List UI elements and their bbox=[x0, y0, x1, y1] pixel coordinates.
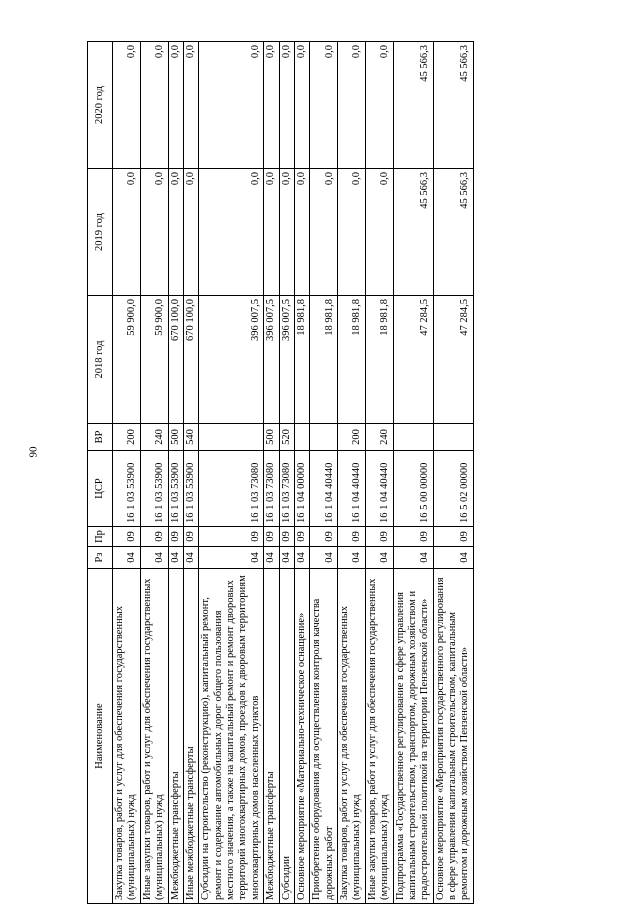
cell-2019: 0,0 bbox=[140, 169, 168, 296]
cell-pr: 09 bbox=[183, 527, 198, 547]
cell-rz: 04 bbox=[140, 547, 168, 569]
table-rotated-frame bbox=[87, 42, 535, 904]
cell-vr bbox=[199, 424, 264, 451]
cell-2020: 0,0 bbox=[140, 42, 168, 169]
table-row bbox=[113, 42, 141, 904]
cell-csr: 16 5 00 00000 bbox=[393, 451, 433, 527]
cell-name: Иные межбюджетные трансферты bbox=[183, 569, 198, 904]
cell-rz: 04 bbox=[310, 547, 338, 569]
cell-rz: 04 bbox=[393, 547, 433, 569]
cell-pr: 09 bbox=[310, 527, 338, 547]
cell-csr: 16 1 03 73080 bbox=[279, 451, 294, 527]
cell-2020: 45 566,3 bbox=[433, 42, 473, 169]
cell-vr: 240 bbox=[140, 424, 168, 451]
cell-2020: 45 566,3 bbox=[393, 42, 433, 169]
cell-csr: 16 1 04 40440 bbox=[310, 451, 338, 527]
cell-2018: 670 100,0 bbox=[183, 296, 198, 424]
cell-pr: 09 bbox=[433, 527, 473, 547]
cell-2018: 396 007,5 bbox=[279, 296, 294, 424]
table-row bbox=[365, 42, 393, 904]
cell-2018: 18 981,8 bbox=[365, 296, 393, 424]
header-pr: Пр bbox=[88, 527, 113, 547]
cell-rz: 04 bbox=[168, 547, 183, 569]
cell-2018: 18 981,8 bbox=[294, 296, 309, 424]
header-name: Наименование bbox=[88, 569, 113, 904]
cell-2018: 18 981,8 bbox=[338, 296, 366, 424]
cell-vr bbox=[393, 424, 433, 451]
cell-name: Межбюджетные трансферты bbox=[168, 569, 183, 904]
cell-vr bbox=[310, 424, 338, 451]
cell-2019: 0,0 bbox=[365, 169, 393, 296]
cell-2020: 0,0 bbox=[183, 42, 198, 169]
cell-csr: 16 5 02 00000 bbox=[433, 451, 473, 527]
cell-2020: 0,0 bbox=[279, 42, 294, 169]
cell-vr: 500 bbox=[168, 424, 183, 451]
table-row bbox=[294, 42, 309, 904]
cell-name: Иные закупки товаров, работ и услуг для обеспечения государственных (муниципальных) нужд bbox=[365, 569, 393, 904]
cell-name: Субсидии bbox=[279, 569, 294, 904]
header-vr: ВР bbox=[88, 424, 113, 451]
cell-csr: 16 1 04 00000 bbox=[294, 451, 309, 527]
cell-pr: 09 bbox=[140, 527, 168, 547]
cell-2020: 0,0 bbox=[168, 42, 183, 169]
cell-csr: 16 1 03 53900 bbox=[113, 451, 141, 527]
cell-2020: 0,0 bbox=[264, 42, 279, 169]
header-2020: 2020 год bbox=[88, 42, 113, 169]
cell-2020: 0,0 bbox=[113, 42, 141, 169]
cell-rz: 04 bbox=[264, 547, 279, 569]
cell-csr: 16 1 03 53900 bbox=[140, 451, 168, 527]
table-row bbox=[338, 42, 366, 904]
cell-2018: 18 981,8 bbox=[310, 296, 338, 424]
cell-2020: 0,0 bbox=[338, 42, 366, 169]
cell-2018: 59 900,0 bbox=[140, 296, 168, 424]
cell-2018: 59 900,0 bbox=[113, 296, 141, 424]
cell-2019: 45 566,3 bbox=[433, 169, 473, 296]
cell-2018: 670 100,0 bbox=[168, 296, 183, 424]
cell-name: Основное мероприятие «Мероприятия государственного регулирования в сфере управления капитальным строительством, капитальным ремонтом и дорожным хозяйством Пензенской области» bbox=[433, 569, 473, 904]
cell-rz: 04 bbox=[294, 547, 309, 569]
cell-pr: 09 bbox=[279, 527, 294, 547]
cell-pr: 09 bbox=[113, 527, 141, 547]
header-csr: ЦСР bbox=[88, 451, 113, 527]
table-row bbox=[183, 42, 198, 904]
cell-name: Иные закупки товаров, работ и услуг для обеспечения государственных (муниципальных) нужд bbox=[140, 569, 168, 904]
cell-2020: 0,0 bbox=[365, 42, 393, 169]
cell-name: Приобретение оборудования для осуществления контроля качества дорожных работ bbox=[310, 569, 338, 904]
cell-name: Межбюджетные трансферты bbox=[264, 569, 279, 904]
cell-vr bbox=[294, 424, 309, 451]
cell-2019: 0,0 bbox=[183, 169, 198, 296]
table-row bbox=[168, 42, 183, 904]
cell-2019: 0,0 bbox=[113, 169, 141, 296]
cell-name: Основное мероприятие «Материально-техническое оснащение» bbox=[294, 569, 309, 904]
cell-pr: 09 bbox=[365, 527, 393, 547]
cell-rz: 04 bbox=[279, 547, 294, 569]
cell-2019: 0,0 bbox=[168, 169, 183, 296]
cell-pr: 09 bbox=[264, 527, 279, 547]
cell-pr: 09 bbox=[168, 527, 183, 547]
table-row bbox=[310, 42, 338, 904]
cell-2020: 0,0 bbox=[294, 42, 309, 169]
cell-vr: 200 bbox=[113, 424, 141, 451]
cell-vr: 200 bbox=[338, 424, 366, 451]
cell-2019: 0,0 bbox=[338, 169, 366, 296]
cell-name: Закупка товаров, работ и услуг для обеспечения государственных (муниципальных) нужд bbox=[338, 569, 366, 904]
cell-2020: 0,0 bbox=[310, 42, 338, 169]
cell-pr: 09 bbox=[338, 527, 366, 547]
table-row bbox=[279, 42, 294, 904]
header-rz: Рз bbox=[88, 547, 113, 569]
cell-2018: 396 007,5 bbox=[199, 296, 264, 424]
table-row bbox=[264, 42, 279, 904]
header-2018: 2018 год bbox=[88, 296, 113, 424]
cell-rz: 04 bbox=[338, 547, 366, 569]
cell-vr bbox=[433, 424, 473, 451]
cell-2019: 0,0 bbox=[199, 169, 264, 296]
cell-csr: 16 1 03 53900 bbox=[168, 451, 183, 527]
table-row bbox=[433, 42, 473, 904]
cell-rz: 04 bbox=[183, 547, 198, 569]
cell-rz: 04 bbox=[365, 547, 393, 569]
cell-2018: 47 284,5 bbox=[433, 296, 473, 424]
budget-table bbox=[87, 41, 474, 904]
cell-vr: 520 bbox=[279, 424, 294, 451]
cell-name: Субсидии на строительство (реконструкцию), капитальный ремонт, ремонт и содержание автомобильных дорог общего пользования местного значения, а также на капитальный ремонт и ремонт дворовых территорий многоквартирных домов, проездов к дворовым территориям многоквартирных домов населенных пунктов bbox=[199, 569, 264, 904]
cell-2018: 396 007,5 bbox=[264, 296, 279, 424]
cell-rz: 04 bbox=[199, 547, 264, 569]
cell-rz: 04 bbox=[433, 547, 473, 569]
cell-2019: 45 566,3 bbox=[393, 169, 433, 296]
cell-2018: 47 284,5 bbox=[393, 296, 433, 424]
cell-vr: 240 bbox=[365, 424, 393, 451]
page-number: 90 bbox=[27, 446, 40, 458]
cell-rz: 04 bbox=[113, 547, 141, 569]
cell-2019: 0,0 bbox=[264, 169, 279, 296]
cell-2019: 0,0 bbox=[279, 169, 294, 296]
table-header-row bbox=[88, 42, 113, 904]
cell-name: Подпрограмма «Государственное регулирование в сфере управления капитальным строительством, транспортом, дорожным хозяйством и градостроительной политикой на территории Пензенской области» bbox=[393, 569, 433, 904]
table-container bbox=[87, 42, 535, 904]
table-row bbox=[199, 42, 264, 904]
cell-pr: 09 bbox=[393, 527, 433, 547]
cell-name: Закупка товаров, работ и услуг для обеспечения государственных (муниципальных) нужд bbox=[113, 569, 141, 904]
cell-csr: 16 1 03 53900 bbox=[183, 451, 198, 527]
cell-pr: 09 bbox=[294, 527, 309, 547]
cell-csr: 16 1 03 73080 bbox=[199, 451, 264, 527]
cell-vr: 540 bbox=[183, 424, 198, 451]
cell-csr: 16 1 03 73080 bbox=[264, 451, 279, 527]
cell-2019: 0,0 bbox=[294, 169, 309, 296]
cell-2020: 0,0 bbox=[199, 42, 264, 169]
cell-2019: 0,0 bbox=[310, 169, 338, 296]
header-2019: 2019 год bbox=[88, 169, 113, 296]
cell-pr: 09 bbox=[199, 527, 264, 547]
table-row bbox=[140, 42, 168, 904]
cell-vr: 500 bbox=[264, 424, 279, 451]
cell-csr: 16 1 04 40440 bbox=[338, 451, 366, 527]
table-row bbox=[393, 42, 433, 904]
cell-csr: 16 1 04 40440 bbox=[365, 451, 393, 527]
